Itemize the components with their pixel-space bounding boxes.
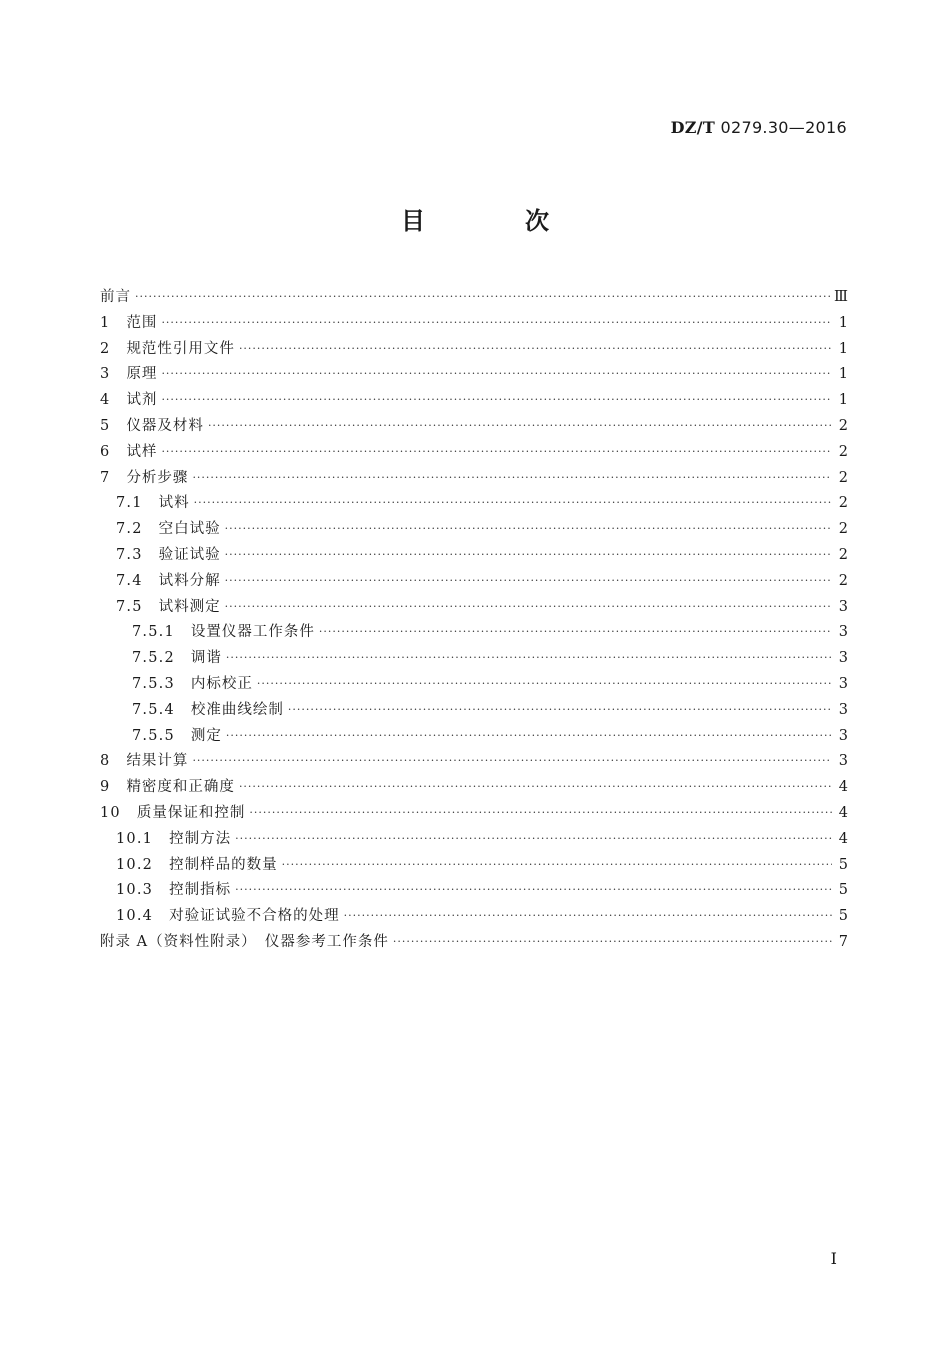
toc-entry-page: 5 xyxy=(838,908,848,925)
toc-dot-leader xyxy=(288,703,832,716)
toc-entry-page: 3 xyxy=(838,753,848,770)
toc-entry-number: 10.4 xyxy=(116,908,154,925)
toc-entry[interactable] xyxy=(100,801,848,827)
toc-dot-leader xyxy=(226,729,832,742)
toc-dot-leader xyxy=(194,496,832,509)
toc-dot-leader xyxy=(235,883,832,896)
toc-entry-page: 4 xyxy=(838,804,848,821)
toc-entry-label: 对验证试验不合格的处理 xyxy=(169,908,340,925)
toc-entry-label: 控制样品的数量 xyxy=(169,856,278,873)
toc-entry-number: 7.5.2 xyxy=(132,650,175,667)
toc-entry[interactable] xyxy=(100,595,848,621)
toc-entry-page: Ⅲ xyxy=(834,289,848,305)
toc-entry-page: 1 xyxy=(838,314,848,331)
toc-entry[interactable] xyxy=(100,775,848,801)
toc-entry[interactable] xyxy=(100,440,848,466)
standard-number xyxy=(671,118,847,137)
toc-entry-page: 5 xyxy=(838,882,848,899)
standard-code: DZ/T xyxy=(670,118,716,137)
toc-entry-number: 7.1 xyxy=(116,495,143,512)
toc-dot-leader xyxy=(235,832,832,845)
toc-entry-number: 2 xyxy=(100,340,111,357)
toc-entry-page: 3 xyxy=(838,650,848,667)
toc-entry-label: 验证试验 xyxy=(158,546,221,563)
toc-entry-page: 7 xyxy=(838,933,848,950)
toc-dot-leader xyxy=(225,548,832,561)
toc-entry-page: 2 xyxy=(838,443,848,460)
toc-entry-page: 2 xyxy=(838,417,848,434)
toc-entry[interactable] xyxy=(100,466,848,492)
toc-entry-number: 7.5 xyxy=(116,598,143,615)
toc-entry[interactable] xyxy=(100,569,848,595)
toc-entry[interactable] xyxy=(100,517,848,543)
toc-dot-leader xyxy=(393,935,832,948)
page-number: I xyxy=(830,1249,837,1268)
toc-title: 目 次 xyxy=(401,207,587,235)
toc-dot-leader xyxy=(239,342,832,355)
toc-entry-number: 7.5.4 xyxy=(132,701,175,718)
toc-dot-leader xyxy=(192,471,832,484)
toc-dot-leader xyxy=(344,909,832,922)
toc-entry-page: 4 xyxy=(838,779,848,796)
toc-entry[interactable] xyxy=(100,672,848,698)
toc-entry-page: 5 xyxy=(838,856,848,873)
toc-entry-label: 试剂 xyxy=(126,392,158,409)
toc-entry-label: 试料 xyxy=(158,495,190,512)
toc-entry-page: 1 xyxy=(838,366,848,383)
toc-dot-leader xyxy=(225,522,832,535)
toc-entry-label: 质量保证和控制 xyxy=(136,804,246,821)
toc-dot-leader xyxy=(192,754,832,767)
toc-entry-page: 3 xyxy=(838,701,848,718)
toc-entry-page: 2 xyxy=(838,495,848,512)
toc-entry-label: 附录 A（资料性附录） 仪器参考工作条件 xyxy=(100,933,389,950)
toc-entry-label: 试样 xyxy=(126,443,158,460)
toc-entry-label: 测定 xyxy=(190,727,222,744)
toc-entry-number: 10 xyxy=(100,804,121,821)
toc-entry[interactable] xyxy=(100,904,848,930)
toc-entry-label: 设置仪器工作条件 xyxy=(190,624,315,641)
toc-entry[interactable] xyxy=(100,930,848,956)
toc-entry[interactable] xyxy=(100,853,848,879)
standard-serial: 0279.30—2016 xyxy=(720,118,847,137)
toc-entry-label: 分析步骤 xyxy=(126,469,189,486)
toc-entry[interactable] xyxy=(100,749,848,775)
toc-entry[interactable] xyxy=(100,543,848,569)
toc-entry[interactable] xyxy=(100,362,848,388)
toc-entry-page: 2 xyxy=(838,546,848,563)
toc-entry-number: 7 xyxy=(100,469,111,486)
toc-dot-leader xyxy=(161,367,832,380)
toc-entry-label: 精密度和正确度 xyxy=(126,779,235,796)
toc-entry-page: 1 xyxy=(838,392,848,409)
toc-dot-leader xyxy=(226,651,832,664)
toc-entry-number: 1 xyxy=(100,314,111,331)
toc-entry-number: 10.3 xyxy=(116,882,154,899)
toc-entry-page: 3 xyxy=(838,675,848,692)
toc-entry-label: 校准曲线绘制 xyxy=(190,701,284,718)
toc-entry-label: 空白试验 xyxy=(158,521,221,538)
toc-entry-label: 试料分解 xyxy=(158,572,221,589)
toc-entry-page: 2 xyxy=(838,572,848,589)
toc-entry[interactable] xyxy=(100,698,848,724)
toc-dot-leader xyxy=(257,677,832,690)
toc-dot-leader xyxy=(319,625,832,638)
toc-entry-number: 10.1 xyxy=(116,830,154,847)
toc-entry-label: 前言 xyxy=(100,289,131,305)
table-of-contents xyxy=(100,285,848,956)
toc-entry-page: 4 xyxy=(838,830,848,847)
toc-entry-page: 3 xyxy=(838,624,848,641)
toc-entry-number: 10.2 xyxy=(116,856,154,873)
toc-entry-number: 9 xyxy=(100,779,111,796)
toc-entry-page: 3 xyxy=(838,598,848,615)
toc-entry-label: 范围 xyxy=(126,314,158,331)
toc-entry-page: 2 xyxy=(838,521,848,538)
toc-entry-number: 4 xyxy=(100,392,111,409)
toc-dot-leader xyxy=(135,290,830,303)
toc-entry[interactable] xyxy=(100,414,848,440)
toc-dot-leader xyxy=(161,393,832,406)
toc-entry-label: 结果计算 xyxy=(126,753,189,770)
toc-entry-number: 5 xyxy=(100,417,111,434)
toc-entry-number: 7.4 xyxy=(116,572,143,589)
toc-entry-number: 3 xyxy=(100,366,111,383)
toc-entry[interactable] xyxy=(100,337,848,363)
toc-entry-number: 6 xyxy=(100,443,111,460)
toc-entry-page: 2 xyxy=(838,469,848,486)
toc-entry[interactable] xyxy=(100,724,848,750)
toc-entry[interactable] xyxy=(100,646,848,672)
toc-dot-leader xyxy=(239,780,832,793)
toc-dot-leader xyxy=(225,574,832,587)
toc-entry-page: 3 xyxy=(838,727,848,744)
toc-entry-label: 试料测定 xyxy=(158,598,221,615)
toc-dot-leader xyxy=(161,445,832,458)
toc-entry-label: 规范性引用文件 xyxy=(126,340,235,357)
toc-entry[interactable] xyxy=(100,827,848,853)
toc-entry-label: 仪器及材料 xyxy=(126,417,204,434)
toc-entry-number: 7.5.3 xyxy=(132,675,175,692)
toc-entry-page: 1 xyxy=(838,340,848,357)
toc-entry-label: 内标校正 xyxy=(190,675,253,692)
toc-entry-label: 控制方法 xyxy=(169,830,232,847)
toc-entry[interactable] xyxy=(100,620,848,646)
toc-dot-leader xyxy=(249,806,832,819)
toc-entry[interactable] xyxy=(100,878,848,904)
toc-entry-number: 7.2 xyxy=(116,521,143,538)
toc-entry-number: 8 xyxy=(100,753,111,770)
toc-dot-leader xyxy=(161,316,832,329)
toc-entry[interactable] xyxy=(100,491,848,517)
toc-dot-leader xyxy=(282,858,832,871)
toc-entry-number: 7.5.5 xyxy=(132,727,175,744)
toc-entry-label: 控制指标 xyxy=(169,882,232,899)
toc-entry[interactable] xyxy=(100,388,848,414)
toc-entry[interactable] xyxy=(100,311,848,337)
toc-dot-leader xyxy=(208,419,832,432)
toc-entry-number: 7.3 xyxy=(116,546,143,563)
toc-dot-leader xyxy=(225,600,832,613)
toc-entry-label: 调谐 xyxy=(190,650,222,667)
toc-entry-number: 7.5.1 xyxy=(132,624,175,641)
toc-entry[interactable] xyxy=(100,285,848,311)
toc-entry-label: 原理 xyxy=(126,366,158,383)
